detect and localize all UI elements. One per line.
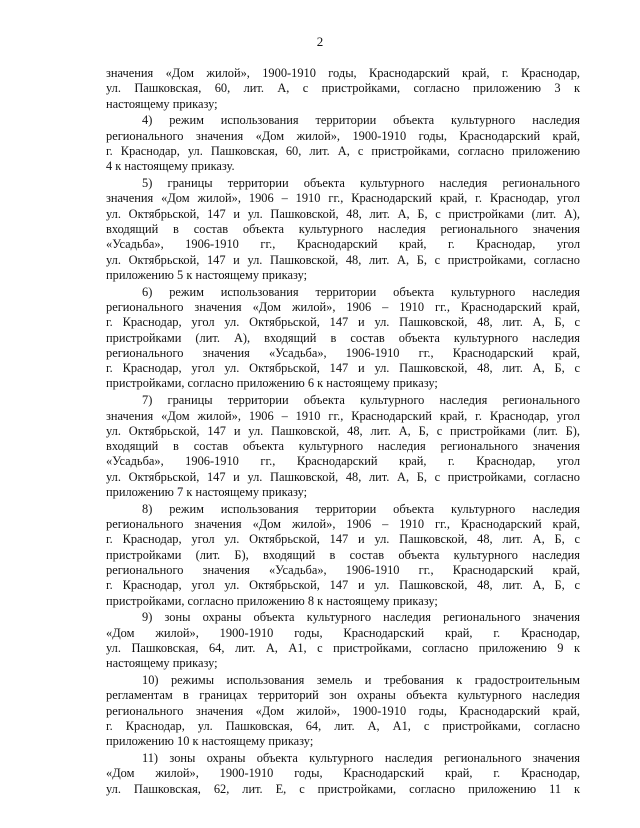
text-line: пристройками, согласно приложению 6 к настоящему приказу; xyxy=(106,376,438,391)
text-line: «Усадьба», 1906-1910 гг., Краснодарский край, г. Краснодар, угол xyxy=(106,454,580,469)
text-line: пристройками, согласно приложению 8 к настоящему приказу; xyxy=(106,593,438,608)
text-line: г. Краснодар, ул. Пашковская, 64, лит. А, А1, с пристройками, согласно xyxy=(106,718,580,733)
text-line: 8) режим использования территории объекта культурного наследия xyxy=(142,501,580,516)
document-body xyxy=(106,66,580,798)
paragraph xyxy=(106,176,580,283)
text-line: ул. Октябрьской, 147 и ул. Пашковской, 48, лит. А, Б, с пристройками, согласно xyxy=(106,469,580,484)
text-line: регионального значения «Дом жилой», 1906 – 1910 гг., Краснодарский край, xyxy=(106,299,580,314)
text-line: настоящему приказу; xyxy=(106,96,218,111)
text-line: ул. Октябрьской, 147 и ул. Пашковской, 48, лит. А, Б, с пристройками, согласно xyxy=(106,252,580,267)
text-line: пристройками (лит. А), входящий в состав объекта культурного наследия xyxy=(106,330,580,345)
text-line: г. Краснодар, угол ул. Октябрьской, 147 и ул. Пашковской, 48, лит. А, Б, с xyxy=(106,578,580,593)
text-line: входящий в состав объекта культурного наследия регионального значения xyxy=(106,221,580,236)
text-line: 5) границы территории объекта культурного наследия регионального xyxy=(142,176,580,191)
text-line: пристройками (лит. Б), входящий в состав объекта культурного наследия xyxy=(106,547,580,562)
paragraph xyxy=(106,66,580,112)
text-line: 10) режимы использования земель и требования к градостроительным xyxy=(142,673,580,688)
paragraph xyxy=(106,673,580,749)
page-number: 2 xyxy=(316,34,324,49)
text-line: 7) границы территории объекта культурного наследия регионального xyxy=(142,393,580,408)
paragraph xyxy=(106,113,580,174)
text-line: регионального значения «Усадьба», 1906-1910 гг., Краснодарский край, xyxy=(106,563,580,577)
text-line: ул. Октябрьской, 147 и ул. Пашковской, 48, лит. А, Б, с пристройками (лит. Б), xyxy=(106,423,580,438)
text-line: г. Краснодар, угол ул. Октябрьской, 147 и ул. Пашковской, 48, лит. А, Б, с xyxy=(106,361,580,376)
text-line: регионального значения «Дом жилой», 1900-1910 годы, Краснодарский край, xyxy=(106,703,580,718)
text-line: регионального значения «Дом жилой», 1906 – 1910 гг., Краснодарский край, xyxy=(106,517,580,532)
text-line: «Дом жилой», 1900-1910 годы, Краснодарский край, г. Краснодар, xyxy=(106,625,580,640)
text-line: «Дом жилой», 1900-1910 годы, Краснодарский край, г. Краснодар, xyxy=(106,766,580,781)
text-line: 9) зоны охраны объекта культурного наследия регионального значения xyxy=(142,610,580,625)
text-line: 4 к настоящему приказу. xyxy=(106,159,235,174)
text-line: приложению 10 к настоящему приказу; xyxy=(106,734,314,749)
paragraph xyxy=(106,502,580,609)
paragraph xyxy=(106,751,580,797)
text-line: г. Краснодар, ул. Пашковская, 60, лит. А, с пристройками, согласно приложению xyxy=(106,143,580,158)
text-line: значения «Дом жилой», 1906 – 1910 гг., Краснодарский край, г. Краснодар, угол xyxy=(106,191,580,206)
paragraph xyxy=(106,285,580,392)
paragraph xyxy=(106,393,580,500)
text-line: приложению 5 к настоящему приказу; xyxy=(106,267,308,282)
text-line: регионального значения «Усадьба», 1906-1910 гг., Краснодарский край, xyxy=(106,345,580,360)
text-line: 11) зоны охраны объекта культурного наследия регионального значения xyxy=(142,751,580,766)
text-line: входящий в состав объекта культурного наследия регионального значения xyxy=(106,439,580,454)
text-line: значения «Дом жилой», 1906 – 1910 гг., Краснодарский край, г. Краснодар, угол xyxy=(106,408,580,423)
text-line: 6) режим использования территории объекта культурного наследия xyxy=(142,284,580,299)
text-line: ул. Октябрьской, 147 и ул. Пашковской, 48, лит. А, Б, с пристройками (лит. А), xyxy=(106,206,580,221)
paragraph xyxy=(106,610,580,671)
text-line: значения «Дом жилой», 1900-1910 годы, Краснодарский край, г. Краснодар, xyxy=(106,66,580,80)
text-line: ул. Пашковская, 64, лит. А, А1, с пристройками, согласно приложению 9 к xyxy=(106,640,580,655)
text-line: приложению 7 к настоящему приказу; xyxy=(106,485,308,500)
text-line: г. Краснодар, угол ул. Октябрьской, 147 и ул. Пашковской, 48, лит. А, Б, с xyxy=(106,315,580,330)
text-line: ул. Пашковская, 62, лит. Е, с пристройками, согласно приложению 11 к xyxy=(106,781,580,796)
text-line: ул. Пашковская, 60, лит. А, с пристройками, согласно приложению 3 к xyxy=(106,81,580,96)
text-line: 4) режим использования территории объекта культурного наследия xyxy=(142,113,580,128)
text-line: настоящему приказу; xyxy=(106,656,218,671)
text-line: регионального значения «Дом жилой», 1900-1910 годы, Краснодарский край, xyxy=(106,128,580,143)
text-line: регламентам в границах территорий зон охраны объекта культурного наследия xyxy=(106,688,580,703)
text-line: «Усадьба», 1906-1910 гг., Краснодарский край, г. Краснодар, угол xyxy=(106,237,580,252)
text-line: г. Краснодар, угол ул. Октябрьской, 147 и ул. Пашковской, 48, лит. А, Б, с xyxy=(106,532,580,547)
